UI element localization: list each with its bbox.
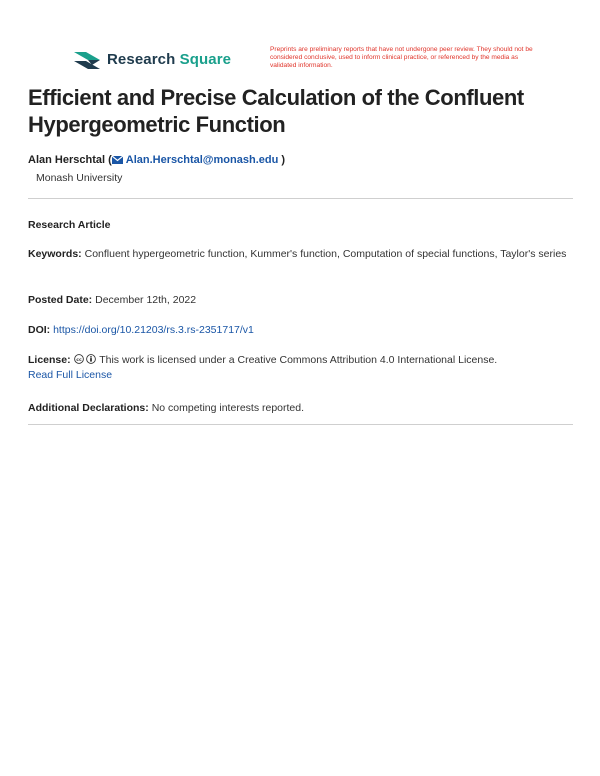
envelope-icon	[112, 156, 123, 164]
declarations-row	[28, 401, 573, 416]
author-affiliation: Monash University	[36, 172, 123, 184]
research-square-logo[interactable]	[72, 48, 231, 70]
research-square-logo-icon	[72, 48, 102, 70]
read-full-license-link[interactable]: Read Full License	[28, 369, 113, 381]
license-text: This work is licensed under a Creative Commons Attribution 4.0 International License.	[99, 354, 498, 366]
divider	[28, 198, 573, 199]
article-type: Research Article	[28, 219, 111, 231]
preprint-disclaimer: Preprints are preliminary reports that have not undergone peer review. They should not be considered conclusive, used to inform clinical practice, or referenced by the media as validated information.	[270, 46, 533, 70]
divider	[28, 424, 573, 425]
license-label: License:	[28, 354, 71, 366]
doi-label: DOI:	[28, 324, 51, 336]
paper-title: Efficient and Precise Calculation of the Confluent Hypergeometric Function	[28, 85, 524, 137]
declarations-label: Additional Declarations:	[28, 402, 149, 414]
attribution-icon	[86, 354, 96, 364]
posted-date-row	[28, 293, 573, 308]
svg-text:cc: cc	[75, 357, 82, 363]
open-paren: (	[108, 154, 112, 166]
author-name: Alan Herschtal	[28, 154, 106, 166]
page-header	[72, 46, 542, 76]
posted-date-label: Posted Date:	[28, 294, 93, 306]
license-row	[28, 353, 573, 383]
close-paren: )	[281, 154, 286, 166]
author-email-link[interactable]: Alan.Herschtal@monash.edu	[125, 154, 279, 166]
keywords-label: Keywords:	[28, 248, 82, 260]
logo-wordmark: Research Square	[107, 50, 232, 68]
creative-commons-icon	[74, 354, 84, 364]
doi-link[interactable]: https://doi.org/10.21203/rs.3.rs-2351717/v1	[53, 324, 254, 336]
keywords-row	[28, 247, 573, 262]
author-line	[28, 154, 285, 166]
doi-row	[28, 323, 573, 338]
declarations-value: No competing interests reported.	[151, 402, 305, 414]
keywords-value: Confluent hypergeometric function, Kummer's function, Computation of special functions, Taylor's series	[84, 248, 567, 260]
posted-date-value: December 12th, 2022	[95, 294, 197, 306]
